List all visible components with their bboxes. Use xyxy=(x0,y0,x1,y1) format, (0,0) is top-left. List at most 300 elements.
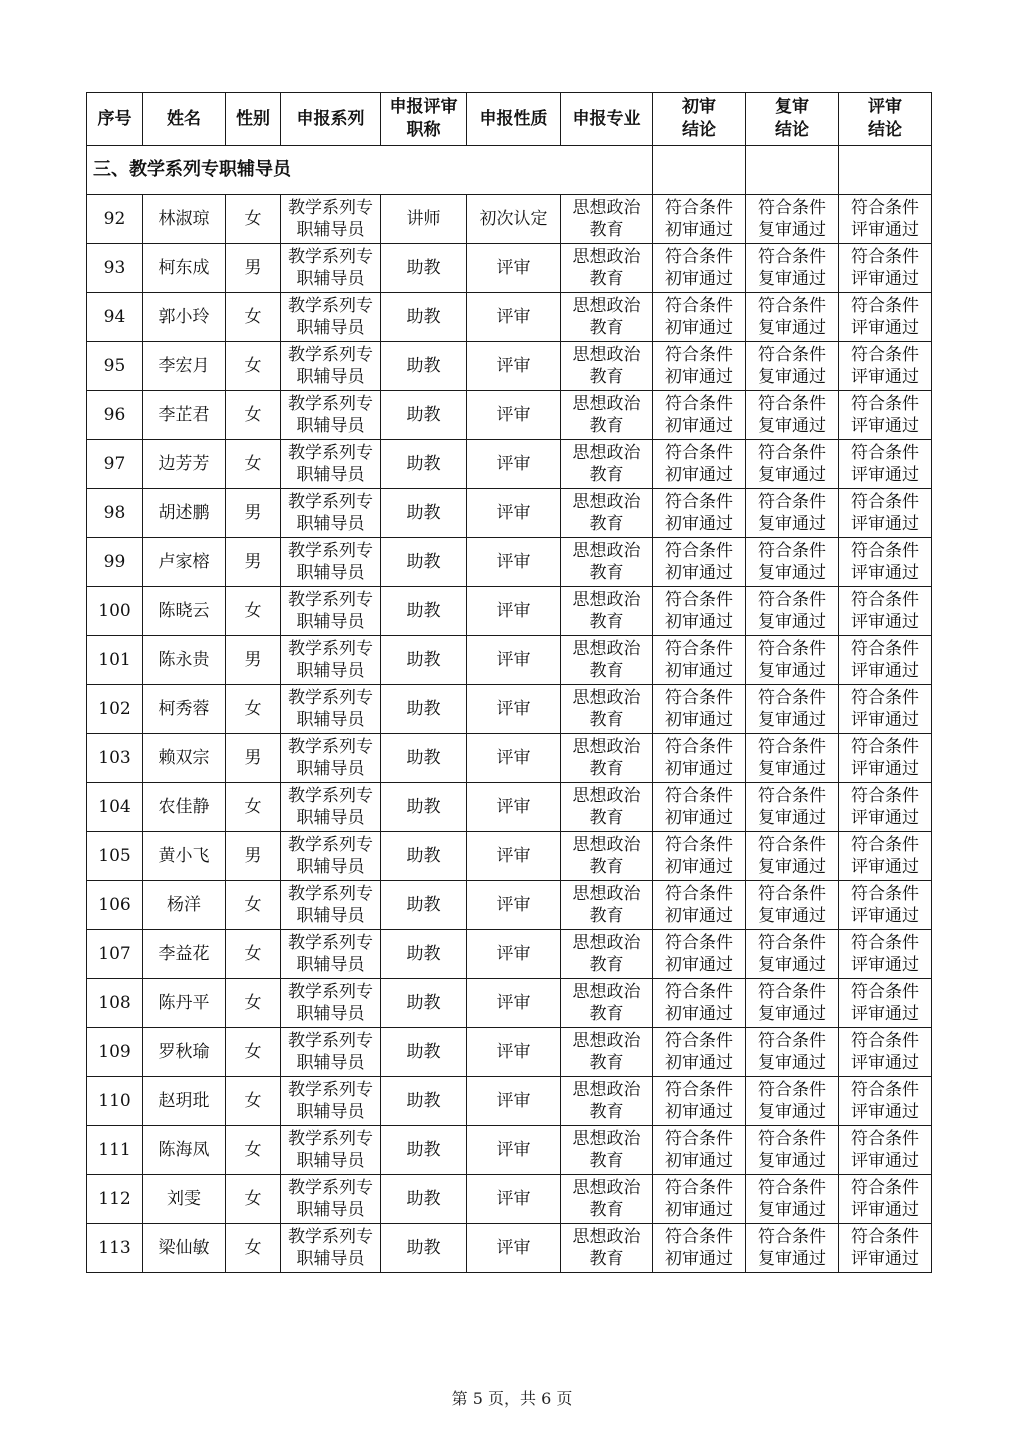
cell-gender: 男 xyxy=(226,832,281,881)
cell-final-review xyxy=(839,195,932,244)
cell-major-line: 思想政治 xyxy=(572,198,641,218)
header-text: 评审 xyxy=(868,97,902,117)
cell-major-line: 思想政治 xyxy=(572,1031,641,1051)
cell-final-review-line: 评审通过 xyxy=(851,857,919,877)
table-row xyxy=(87,195,932,244)
cell-series-line: 教学系列专 xyxy=(288,835,373,855)
cell-title: 助教 xyxy=(381,1028,467,1077)
cell-title: 助教 xyxy=(381,1224,467,1273)
cell-nature: 评审 xyxy=(467,979,561,1028)
cell-second-review-line: 复审通过 xyxy=(758,514,826,534)
cell-gender: 女 xyxy=(226,1028,281,1077)
table-row xyxy=(87,1126,932,1175)
cell-nature: 评审 xyxy=(467,783,561,832)
cell-major-line: 思想政治 xyxy=(572,1227,641,1247)
cell-second-review-line: 符合条件 xyxy=(758,296,826,316)
cell-major xyxy=(561,1175,653,1224)
cell-first-review-line: 初审通过 xyxy=(665,465,733,485)
cell-major-line: 教育 xyxy=(589,563,624,583)
cell-first-review-line: 符合条件 xyxy=(665,590,733,610)
cell-major-line: 教育 xyxy=(589,318,624,338)
cell-name: 陈海凤 xyxy=(143,1126,226,1175)
cell-final-review-line: 评审通过 xyxy=(851,906,919,926)
cell-second-review-line: 复审通过 xyxy=(758,367,826,387)
cell-first-review xyxy=(653,1077,746,1126)
header-nature xyxy=(467,93,561,146)
cell-major-line: 思想政治 xyxy=(572,639,641,659)
cell-nature: 评审 xyxy=(467,1175,561,1224)
cell-final-review xyxy=(839,587,932,636)
cell-series-line: 职辅导员 xyxy=(296,514,365,534)
cell-gender: 女 xyxy=(226,1126,281,1175)
cell-title: 助教 xyxy=(381,489,467,538)
cell-final-review-line: 评审通过 xyxy=(851,563,919,583)
cell-second-review-line: 复审通过 xyxy=(758,269,826,289)
cell-major-line: 思想政治 xyxy=(572,786,641,806)
cell-series-line: 教学系列专 xyxy=(288,443,373,463)
cell-major-line: 教育 xyxy=(589,808,624,828)
cell-major-line: 思想政治 xyxy=(572,884,641,904)
cell-major-line: 教育 xyxy=(589,612,624,632)
cell-no: 108 xyxy=(87,979,143,1028)
cell-final-review-line: 评审通过 xyxy=(851,318,919,338)
cell-gender: 男 xyxy=(226,538,281,587)
cell-second-review-line: 复审通过 xyxy=(758,1200,826,1220)
cell-second-review-line: 符合条件 xyxy=(758,1129,826,1149)
cell-gender: 女 xyxy=(226,881,281,930)
cell-final-review-line: 符合条件 xyxy=(851,982,919,1002)
cell-final-review xyxy=(839,489,932,538)
cell-nature: 评审 xyxy=(467,881,561,930)
cell-final-review xyxy=(839,734,932,783)
cell-gender: 女 xyxy=(226,293,281,342)
cell-major-line: 教育 xyxy=(589,220,624,240)
cell-second-review-line: 符合条件 xyxy=(758,688,826,708)
cell-name: 梁仙敏 xyxy=(143,1224,226,1273)
cell-first-review-line: 符合条件 xyxy=(665,198,733,218)
table-row xyxy=(87,783,932,832)
header-text: 申报系列 xyxy=(296,108,365,129)
cell-series xyxy=(281,1077,381,1126)
cell-major xyxy=(561,979,653,1028)
header-text: 申报性质 xyxy=(479,108,548,129)
cell-second-review-line: 符合条件 xyxy=(758,884,826,904)
cell-final-review xyxy=(839,538,932,587)
cell-series-line: 职辅导员 xyxy=(296,465,365,485)
cell-name: 罗秋瑜 xyxy=(143,1028,226,1077)
cell-series-line: 教学系列专 xyxy=(288,247,373,267)
cell-series xyxy=(281,881,381,930)
cell-gender: 男 xyxy=(226,489,281,538)
cell-name: 林淑琼 xyxy=(143,195,226,244)
cell-first-review xyxy=(653,881,746,930)
cell-nature: 评审 xyxy=(467,244,561,293)
cell-series-line: 职辅导员 xyxy=(296,1200,365,1220)
cell-series-line: 教学系列专 xyxy=(288,1227,373,1247)
cell-no: 92 xyxy=(87,195,143,244)
cell-title: 助教 xyxy=(381,342,467,391)
cell-major xyxy=(561,440,653,489)
header-name xyxy=(143,93,226,146)
cell-final-review-line: 符合条件 xyxy=(851,1031,919,1051)
header-text: 结论 xyxy=(682,120,716,140)
header-title xyxy=(381,93,467,146)
cell-major xyxy=(561,1224,653,1273)
cell-major xyxy=(561,734,653,783)
cell-no: 98 xyxy=(87,489,143,538)
cell-first-review xyxy=(653,685,746,734)
cell-second-review-line: 符合条件 xyxy=(758,1031,826,1051)
cell-second-review-line: 符合条件 xyxy=(758,443,826,463)
cell-final-review-line: 符合条件 xyxy=(851,786,919,806)
cell-second-review-line: 复审通过 xyxy=(758,1102,826,1122)
header-text: 申报专业 xyxy=(572,108,641,129)
cell-first-review-line: 初审通过 xyxy=(665,367,733,387)
cell-series xyxy=(281,1224,381,1273)
cell-title: 助教 xyxy=(381,685,467,734)
cell-first-review-line: 符合条件 xyxy=(665,835,733,855)
cell-first-review-line: 符合条件 xyxy=(665,247,733,267)
cell-final-review-line: 符合条件 xyxy=(851,296,919,316)
cell-first-review-line: 初审通过 xyxy=(665,1200,733,1220)
cell-final-review-line: 评审通过 xyxy=(851,367,919,387)
cell-major xyxy=(561,195,653,244)
cell-no: 103 xyxy=(87,734,143,783)
cell-name: 边芳芳 xyxy=(143,440,226,489)
cell-gender: 女 xyxy=(226,1224,281,1273)
cell-major-line: 思想政治 xyxy=(572,492,641,512)
cell-first-review-line: 符合条件 xyxy=(665,492,733,512)
cell-major-line: 思想政治 xyxy=(572,688,641,708)
cell-second-review xyxy=(746,979,839,1028)
cell-no: 95 xyxy=(87,342,143,391)
cell-no: 109 xyxy=(87,1028,143,1077)
cell-series-line: 职辅导员 xyxy=(296,563,365,583)
table-row xyxy=(87,1224,932,1273)
cell-first-review-line: 初审通过 xyxy=(665,1004,733,1024)
cell-second-review xyxy=(746,244,839,293)
cell-major-line: 教育 xyxy=(589,416,624,436)
cell-first-review xyxy=(653,636,746,685)
cell-first-review-line: 符合条件 xyxy=(665,737,733,757)
cell-final-review-line: 符合条件 xyxy=(851,835,919,855)
cell-series-line: 教学系列专 xyxy=(288,688,373,708)
page-number-footer: 第 5 页，共 6 页 xyxy=(451,1389,573,1408)
cell-nature: 评审 xyxy=(467,1077,561,1126)
table-header-row xyxy=(87,93,932,146)
cell-gender: 女 xyxy=(226,930,281,979)
cell-gender: 女 xyxy=(226,391,281,440)
cell-major xyxy=(561,636,653,685)
cell-gender: 女 xyxy=(226,783,281,832)
cell-final-review-line: 符合条件 xyxy=(851,1178,919,1198)
cell-final-review xyxy=(839,832,932,881)
cell-major-line: 思想政治 xyxy=(572,443,641,463)
cell-second-review-line: 符合条件 xyxy=(758,198,826,218)
cell-no: 105 xyxy=(87,832,143,881)
cell-major-line: 思想政治 xyxy=(572,982,641,1002)
cell-gender: 女 xyxy=(226,1175,281,1224)
cell-name: 胡述鹏 xyxy=(143,489,226,538)
table-row xyxy=(87,440,932,489)
cell-major xyxy=(561,1077,653,1126)
cell-first-review-line: 符合条件 xyxy=(665,1129,733,1149)
cell-series-line: 教学系列专 xyxy=(288,639,373,659)
cell-first-review-line: 初审通过 xyxy=(665,1249,733,1269)
cell-series-line: 教学系列专 xyxy=(288,1178,373,1198)
cell-first-review-line: 初审通过 xyxy=(665,661,733,681)
cell-title: 助教 xyxy=(381,1077,467,1126)
cell-second-review-line: 复审通过 xyxy=(758,220,826,240)
cell-no: 112 xyxy=(87,1175,143,1224)
cell-final-review-line: 评审通过 xyxy=(851,416,919,436)
cell-first-review xyxy=(653,293,746,342)
cell-series-line: 职辅导员 xyxy=(296,906,365,926)
cell-final-review-line: 评审通过 xyxy=(851,612,919,632)
cell-first-review-line: 符合条件 xyxy=(665,688,733,708)
cell-final-review-line: 符合条件 xyxy=(851,541,919,561)
cell-nature: 评审 xyxy=(467,832,561,881)
cell-second-review xyxy=(746,1028,839,1077)
cell-final-review-line: 评审通过 xyxy=(851,269,919,289)
cell-series-line: 职辅导员 xyxy=(296,955,365,975)
cell-second-review-line: 符合条件 xyxy=(758,1178,826,1198)
cell-final-review-line: 评审通过 xyxy=(851,514,919,534)
cell-no: 110 xyxy=(87,1077,143,1126)
cell-second-review-line: 符合条件 xyxy=(758,590,826,610)
cell-final-review xyxy=(839,342,932,391)
cell-second-review-line: 符合条件 xyxy=(758,786,826,806)
cell-series-line: 职辅导员 xyxy=(296,269,365,289)
header-no xyxy=(87,93,143,146)
cell-major-line: 教育 xyxy=(589,1151,624,1171)
cell-second-review-line: 复审通过 xyxy=(758,857,826,877)
cell-nature: 评审 xyxy=(467,391,561,440)
cell-major-line: 思想政治 xyxy=(572,345,641,365)
cell-second-review-line: 符合条件 xyxy=(758,1080,826,1100)
cell-major-line: 教育 xyxy=(589,906,624,926)
cell-final-review-line: 符合条件 xyxy=(851,688,919,708)
cell-first-review xyxy=(653,538,746,587)
cell-series-line: 职辅导员 xyxy=(296,367,365,387)
cell-final-review-line: 符合条件 xyxy=(851,198,919,218)
cell-series-line: 职辅导员 xyxy=(296,416,365,436)
cell-second-review-line: 复审通过 xyxy=(758,1151,826,1171)
cell-major-line: 思想政治 xyxy=(572,835,641,855)
cell-major-line: 思想政治 xyxy=(572,590,641,610)
cell-second-review-line: 符合条件 xyxy=(758,982,826,1002)
cell-series xyxy=(281,587,381,636)
cell-major-line: 教育 xyxy=(589,1249,624,1269)
cell-title: 助教 xyxy=(381,881,467,930)
cell-first-review xyxy=(653,979,746,1028)
cell-final-review-line: 符合条件 xyxy=(851,639,919,659)
cell-final-review-line: 评审通过 xyxy=(851,1102,919,1122)
cell-gender: 女 xyxy=(226,979,281,1028)
cell-final-review-line: 评审通过 xyxy=(851,710,919,730)
cell-major-line: 教育 xyxy=(589,269,624,289)
cell-second-review xyxy=(746,1175,839,1224)
cell-final-review-line: 评审通过 xyxy=(851,465,919,485)
cell-major-line: 思想政治 xyxy=(572,394,641,414)
cell-second-review-line: 符合条件 xyxy=(758,247,826,267)
cell-series-line: 教学系列专 xyxy=(288,1031,373,1051)
cell-first-review-line: 初审通过 xyxy=(665,808,733,828)
cell-second-review-line: 复审通过 xyxy=(758,612,826,632)
cell-title: 助教 xyxy=(381,734,467,783)
cell-major-line: 思想政治 xyxy=(572,1129,641,1149)
header-text: 初审 xyxy=(682,97,716,117)
cell-first-review xyxy=(653,1126,746,1175)
cell-final-review-line: 评审通过 xyxy=(851,759,919,779)
cell-series-line: 职辅导员 xyxy=(296,1053,365,1073)
cell-first-review-line: 符合条件 xyxy=(665,1178,733,1198)
cell-first-review-line: 符合条件 xyxy=(665,933,733,953)
cell-no: 96 xyxy=(87,391,143,440)
cell-name: 刘雯 xyxy=(143,1175,226,1224)
cell-first-review-line: 初审通过 xyxy=(665,906,733,926)
cell-first-review xyxy=(653,391,746,440)
cell-series-line: 教学系列专 xyxy=(288,541,373,561)
cell-major-line: 教育 xyxy=(589,759,624,779)
cell-series xyxy=(281,391,381,440)
cell-series-line: 教学系列专 xyxy=(288,933,373,953)
cell-major xyxy=(561,783,653,832)
cell-first-review-line: 符合条件 xyxy=(665,296,733,316)
cell-series xyxy=(281,244,381,293)
cell-name: 赖双宗 xyxy=(143,734,226,783)
cell-second-review xyxy=(746,783,839,832)
cell-second-review xyxy=(746,1077,839,1126)
cell-major-line: 教育 xyxy=(589,857,624,877)
cell-major-line: 思想政治 xyxy=(572,1178,641,1198)
cell-final-review-line: 评审通过 xyxy=(851,661,919,681)
header-text: 申报评审 xyxy=(389,97,458,117)
cell-series xyxy=(281,538,381,587)
cell-second-review-line: 复审通过 xyxy=(758,1053,826,1073)
cell-second-review xyxy=(746,734,839,783)
cell-major xyxy=(561,832,653,881)
cell-first-review-line: 符合条件 xyxy=(665,786,733,806)
cell-nature: 评审 xyxy=(467,1028,561,1077)
cell-first-review xyxy=(653,195,746,244)
cell-first-review-line: 初审通过 xyxy=(665,759,733,779)
cell-series-line: 教学系列专 xyxy=(288,345,373,365)
cell-gender: 女 xyxy=(226,685,281,734)
cell-second-review-line: 复审通过 xyxy=(758,710,826,730)
cell-title: 讲师 xyxy=(381,195,467,244)
cell-major xyxy=(561,587,653,636)
cell-first-review-line: 初审通过 xyxy=(665,1053,733,1073)
cell-series xyxy=(281,195,381,244)
cell-second-review-line: 符合条件 xyxy=(758,1227,826,1247)
cell-series-line: 教学系列专 xyxy=(288,884,373,904)
cell-title: 助教 xyxy=(381,538,467,587)
cell-name: 李益花 xyxy=(143,930,226,979)
cell-title: 助教 xyxy=(381,244,467,293)
cell-second-review xyxy=(746,1126,839,1175)
cell-first-review-line: 初审通过 xyxy=(665,955,733,975)
cell-second-review-line: 复审通过 xyxy=(758,759,826,779)
cell-major-line: 教育 xyxy=(589,1004,624,1024)
cell-series-line: 职辅导员 xyxy=(296,220,365,240)
cell-name: 郭小玲 xyxy=(143,293,226,342)
cell-final-review-line: 符合条件 xyxy=(851,394,919,414)
cell-final-review-line: 符合条件 xyxy=(851,737,919,757)
cell-major-line: 教育 xyxy=(589,1200,624,1220)
header-major xyxy=(561,93,653,146)
cell-series-line: 职辅导员 xyxy=(296,808,365,828)
cell-title: 助教 xyxy=(381,391,467,440)
cell-first-review xyxy=(653,1175,746,1224)
cell-final-review xyxy=(839,783,932,832)
cell-first-review-line: 初审通过 xyxy=(665,1151,733,1171)
section-title: 三、教学系列专职辅导员 xyxy=(87,146,653,195)
cell-final-review xyxy=(839,1126,932,1175)
cell-final-review-line: 评审通过 xyxy=(851,808,919,828)
cell-major-line: 思想政治 xyxy=(572,541,641,561)
cell-gender: 男 xyxy=(226,244,281,293)
cell-no: 107 xyxy=(87,930,143,979)
cell-major xyxy=(561,538,653,587)
cell-final-review-line: 符合条件 xyxy=(851,492,919,512)
section-empty-cell xyxy=(746,146,839,195)
cell-second-review xyxy=(746,881,839,930)
cell-series xyxy=(281,832,381,881)
cell-title: 助教 xyxy=(381,832,467,881)
cell-title: 助教 xyxy=(381,1126,467,1175)
cell-second-review-line: 符合条件 xyxy=(758,394,826,414)
table-row xyxy=(87,1175,932,1224)
cell-final-review xyxy=(839,930,932,979)
cell-second-review xyxy=(746,440,839,489)
cell-final-review-line: 评审通过 xyxy=(851,1004,919,1024)
cell-second-review-line: 符合条件 xyxy=(758,737,826,757)
cell-series xyxy=(281,783,381,832)
table-row xyxy=(87,391,932,440)
table-row xyxy=(87,489,932,538)
header-text: 职称 xyxy=(406,120,441,140)
header-text: 结论 xyxy=(775,120,809,140)
table-row xyxy=(87,1028,932,1077)
cell-first-review xyxy=(653,734,746,783)
cell-major xyxy=(561,244,653,293)
cell-series-line: 教学系列专 xyxy=(288,492,373,512)
header-text: 序号 xyxy=(97,108,132,129)
header-text: 复审 xyxy=(775,97,809,117)
cell-final-review xyxy=(839,391,932,440)
table-row xyxy=(87,832,932,881)
section-empty-cell xyxy=(839,146,932,195)
cell-second-review xyxy=(746,391,839,440)
header-text: 姓名 xyxy=(167,108,201,129)
cell-first-review xyxy=(653,783,746,832)
cell-gender: 女 xyxy=(226,195,281,244)
cell-second-review-line: 复审通过 xyxy=(758,465,826,485)
cell-first-review xyxy=(653,440,746,489)
cell-final-review-line: 符合条件 xyxy=(851,345,919,365)
cell-first-review-line: 初审通过 xyxy=(665,269,733,289)
table-row xyxy=(87,685,932,734)
cell-series-line: 职辅导员 xyxy=(296,857,365,877)
cell-second-review xyxy=(746,930,839,979)
cell-no: 102 xyxy=(87,685,143,734)
cell-major-line: 教育 xyxy=(589,367,624,387)
cell-major-line: 教育 xyxy=(589,955,624,975)
cell-final-review-line: 评审通过 xyxy=(851,1151,919,1171)
cell-second-review-line: 复审通过 xyxy=(758,318,826,338)
cell-series-line: 职辅导员 xyxy=(296,1102,365,1122)
